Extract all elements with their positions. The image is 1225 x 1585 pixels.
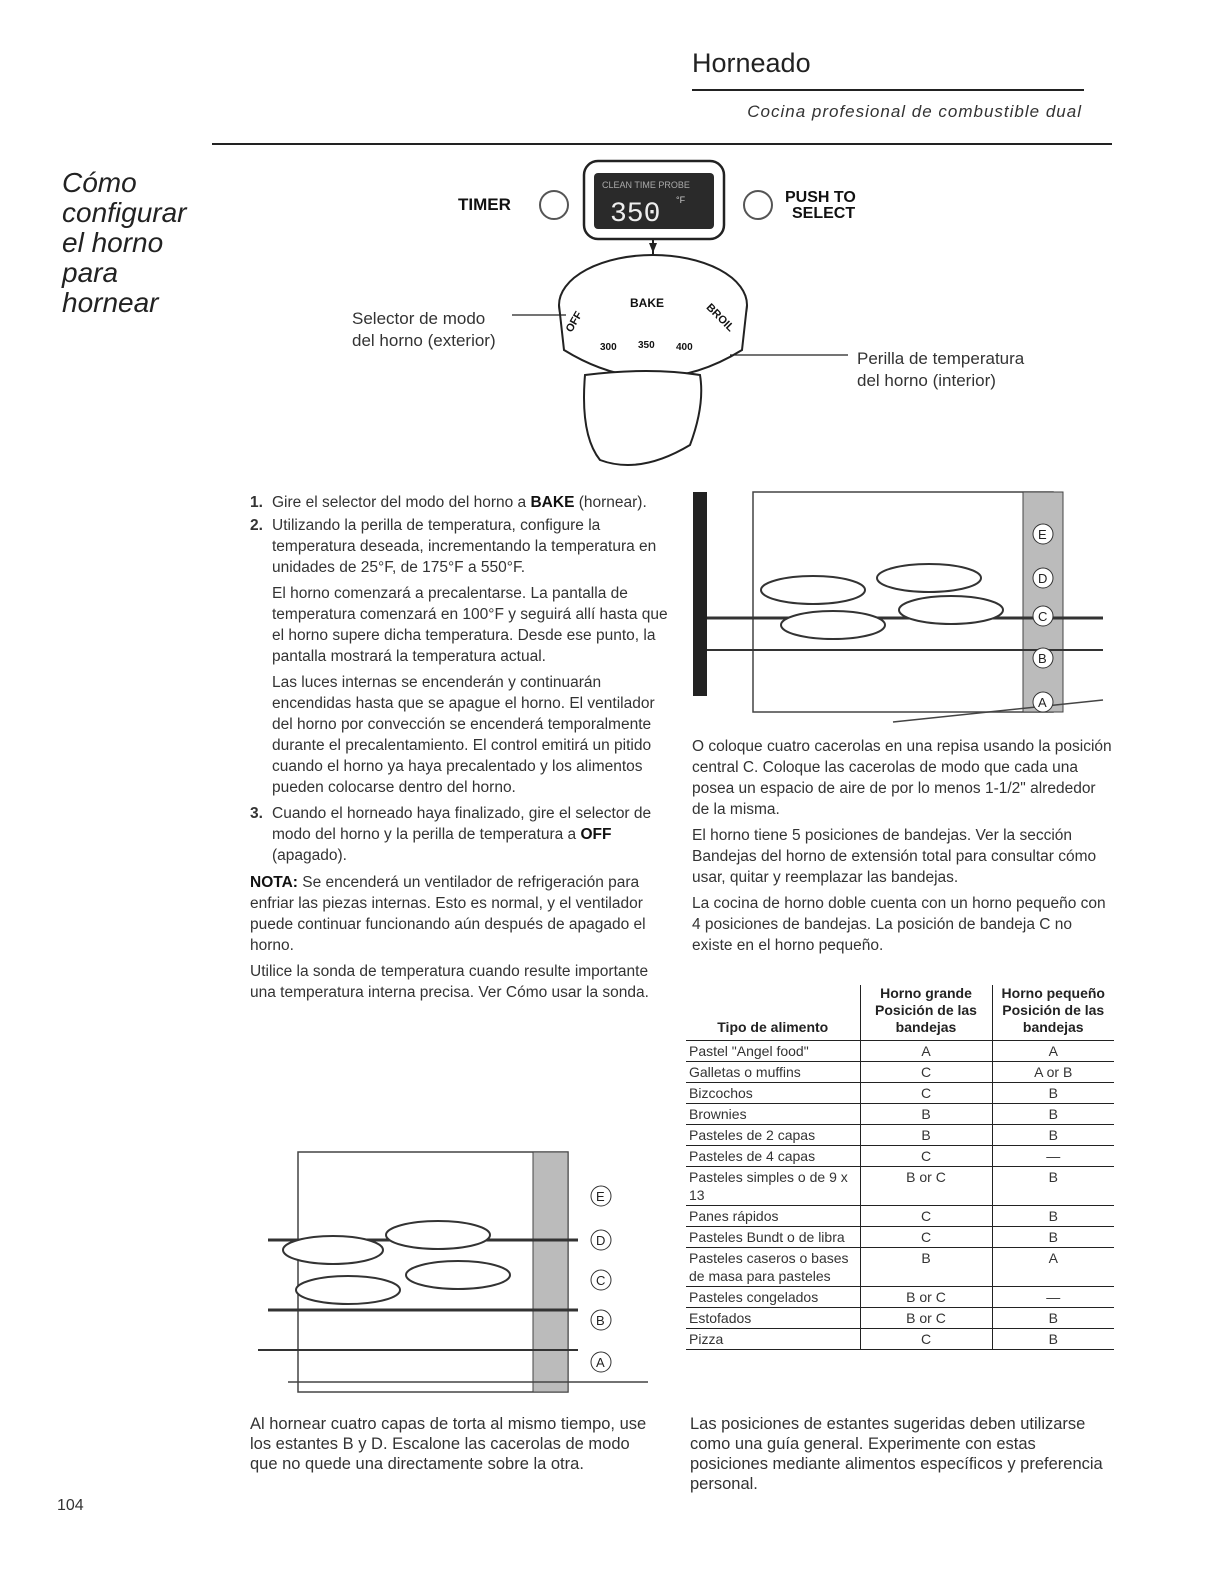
side-heading-line: configurar xyxy=(62,197,187,228)
bottom-left-caption: Al hornear cuatro capas de torta al mismo tiempo, use los estantes B y D. Escalone las cacerolas de modo que no quede una directamente sobre la otra. xyxy=(250,1415,647,1473)
header-rule xyxy=(692,89,1084,91)
selector-label-line: del horno (exterior) xyxy=(352,331,496,350)
food-cell: Pizza xyxy=(686,1329,860,1350)
small-oven-cell: B xyxy=(992,1167,1114,1206)
select-button-icon xyxy=(744,191,772,219)
page-number: 104 xyxy=(57,1497,84,1514)
food-cell: Pasteles Bundt o de libra xyxy=(686,1227,860,1248)
step-paragraph: Las luces internas se encenderán y continuarán encendidas hasta que se apague el horno. El ventilador del horno por convección se encenderá temporalmente durante el precalentamiento. El control emitirá un pitido cuando el horno ya haya precalentado y los alimentos pueden colocarse dentro del horno. xyxy=(272,674,655,796)
large-oven-cell: B xyxy=(860,1104,992,1125)
food-cell: Pasteles de 4 capas xyxy=(686,1146,860,1167)
table-row xyxy=(686,1329,1114,1350)
rack-paragraph: La cocina de horno doble cuenta con un horno pequeño con 4 posiciones de bandejas. La posición de bandeja C no existe en el horno pequeño. xyxy=(692,895,1106,954)
temperature-knob-grip xyxy=(584,371,701,465)
instructions-column xyxy=(250,492,668,1008)
col-header-small-oven: Horno pequeño Posición de las bandejas xyxy=(1001,985,1105,1035)
knob-temp-400: 400 xyxy=(676,342,693,353)
small-oven-cell: A xyxy=(992,1248,1114,1287)
step-3 xyxy=(250,803,668,866)
step-2 xyxy=(250,515,668,798)
large-oven-cell: A xyxy=(860,1041,992,1062)
table-row xyxy=(686,1125,1114,1146)
bottom-right-caption: Las posiciones de estantes sugeridas deben utilizarse como una guía general. Experimente con estas posiciones mediante alimentos específicos y preferencia personal. xyxy=(690,1415,1103,1493)
food-cell: Brownies xyxy=(686,1104,860,1125)
food-cell: Pastel "Angel food" xyxy=(686,1041,860,1062)
step-text: Gire el selector del modo del horno a xyxy=(272,494,531,511)
step-text: Cuando el horneado haya finalizado, gire el selector de modo del horno y la perilla de temperatura a xyxy=(272,805,652,843)
rack-letter: A xyxy=(1038,695,1047,710)
food-cell: Pasteles de 2 capas xyxy=(686,1125,860,1146)
table-row xyxy=(686,1083,1114,1104)
rack-letter: C xyxy=(1038,609,1048,624)
large-oven-cell: C xyxy=(860,1329,992,1350)
rack-letter: B xyxy=(596,1313,605,1328)
step-number: 2. xyxy=(250,517,263,534)
table-row xyxy=(686,1248,1114,1287)
rack-letter: D xyxy=(596,1233,606,1248)
main-rule xyxy=(212,143,1112,145)
oven-racks-illustration-c xyxy=(693,490,1111,728)
col-header-food: Tipo de alimento xyxy=(686,985,860,1041)
table-row xyxy=(686,1287,1114,1308)
large-oven-cell: C xyxy=(860,1083,992,1104)
step-1 xyxy=(250,492,668,513)
knob-label-off: OFF xyxy=(563,309,586,335)
temp-knob-label-line: Perilla de temperatura xyxy=(857,349,1025,368)
rack-info-column xyxy=(692,736,1112,961)
temp-knob-label xyxy=(857,348,1024,392)
large-oven-cell: C xyxy=(860,1062,992,1083)
display-unit: °F xyxy=(676,195,686,205)
knob-label-bake: BAKE xyxy=(630,296,665,310)
small-oven-cell: — xyxy=(992,1287,1114,1308)
timer-button-icon xyxy=(540,191,568,219)
step-text: (apagado). xyxy=(272,847,347,864)
small-oven-cell: B xyxy=(992,1125,1114,1146)
side-heading-line: hornear xyxy=(62,287,159,318)
small-oven-cell: B xyxy=(992,1206,1114,1227)
rack-position-table xyxy=(686,985,1114,1350)
small-oven-cell: B xyxy=(992,1308,1114,1329)
oven-racks-illustration-bd xyxy=(248,1150,668,1408)
step-number: 3. xyxy=(250,805,263,822)
small-oven-cell: B xyxy=(992,1083,1114,1104)
small-oven-cell: B xyxy=(992,1329,1114,1350)
large-oven-cell: B xyxy=(860,1125,992,1146)
side-heading-line: el horno xyxy=(62,227,164,258)
rack-paragraph: El horno tiene 5 posiciones de bandejas. Ver la sección Bandejas del horno de extensión total para consultar cómo usar, quitar y reemplazar las bandejas. xyxy=(692,827,1097,886)
section-subtitle: Cocina profesional de combustible dual xyxy=(747,102,1082,121)
probe-paragraph: Utilice la sonda de temperatura cuando resulte importante una temperatura interna precisa. Ver Cómo usar la sonda. xyxy=(250,963,649,1001)
note-paragraph xyxy=(250,872,668,956)
small-oven-cell: B xyxy=(992,1104,1114,1125)
select-label: SELECT xyxy=(792,205,856,222)
table-row xyxy=(686,1206,1114,1227)
temp-knob-label-line: del horno (interior) xyxy=(857,371,996,390)
rack-letter: E xyxy=(1038,527,1047,542)
rack-letter: E xyxy=(596,1189,605,1204)
note-label: NOTA: xyxy=(250,874,298,891)
food-cell: Pasteles simples o de 9 x 13 xyxy=(686,1167,860,1206)
small-oven-cell: B xyxy=(992,1227,1114,1248)
large-oven-cell: B xyxy=(860,1248,992,1287)
large-oven-cell: C xyxy=(860,1146,992,1167)
note-text: Se encenderá un ventilador de refrigeración para enfriar las piezas internas. Esto es normal, y el ventilador puede continuar funcionando aún después de apagado el horno. xyxy=(250,874,646,954)
table-row xyxy=(686,1308,1114,1329)
rack-letter: C xyxy=(596,1273,606,1288)
step-text: (hornear). xyxy=(574,494,647,511)
rack-letter: D xyxy=(1038,571,1048,586)
small-oven-cell: A or B xyxy=(992,1062,1114,1083)
rack-letter: A xyxy=(596,1355,605,1370)
table-row xyxy=(686,1227,1114,1248)
small-oven-cell: A xyxy=(992,1041,1114,1062)
food-cell: Pasteles congelados xyxy=(686,1287,860,1308)
table-row xyxy=(686,1167,1114,1206)
table-row xyxy=(686,1146,1114,1167)
large-oven-cell: C xyxy=(860,1206,992,1227)
push-label: PUSH TO xyxy=(785,189,856,206)
large-oven-cell: B or C xyxy=(860,1167,992,1206)
food-cell: Bizcochos xyxy=(686,1083,860,1104)
table-row xyxy=(686,1041,1114,1062)
food-cell: Panes rápidos xyxy=(686,1206,860,1227)
side-heading xyxy=(62,168,212,318)
rack-paragraph: O coloque cuatro cacerolas en una repisa usando la posición central C. Coloque las cacerolas de modo que cada una posea un espacio de aire de por lo menos 1-1/2" alrededor de la misma. xyxy=(692,738,1112,818)
large-oven-cell: B or C xyxy=(860,1287,992,1308)
selector-label-line: Selector de modo xyxy=(352,309,486,328)
knob-temp-350: 350 xyxy=(638,340,655,351)
small-oven-cell: — xyxy=(992,1146,1114,1167)
step-keyword: OFF xyxy=(580,826,612,843)
table-row xyxy=(686,1062,1114,1083)
col-header-large-oven: Horno grande Posición de las bandejas xyxy=(860,985,992,1041)
food-cell: Estofados xyxy=(686,1308,860,1329)
side-heading-line: Cómo xyxy=(62,167,137,198)
rack-letter: B xyxy=(1038,651,1047,666)
step-keyword: BAKE xyxy=(530,494,575,511)
large-oven-cell: B or C xyxy=(860,1308,992,1329)
large-oven-cell: C xyxy=(860,1227,992,1248)
display-header: CLEAN TIME PROBE xyxy=(602,180,690,190)
side-heading-line: para xyxy=(62,257,119,288)
knob-temp-300: 300 xyxy=(600,342,617,353)
food-cell: Galletas o muffins xyxy=(686,1062,860,1083)
table-row xyxy=(686,1104,1114,1125)
step-paragraph: El horno comenzará a precalentarse. La pantalla de temperatura comenzará en 100°F y seguirá allí hasta que el horno supere dicha temperatura. Desde ese punto, la pantalla mostrará la temperatura actual. xyxy=(272,585,668,665)
food-cell: Pasteles caseros o bases de masa para pasteles xyxy=(686,1248,860,1287)
timer-label: TIMER xyxy=(458,195,511,214)
knob-label-broil: BROIL xyxy=(703,301,737,335)
display-value: 350 xyxy=(610,199,661,230)
section-title: Horneado xyxy=(692,48,811,78)
step-number: 1. xyxy=(250,494,263,511)
selector-label xyxy=(352,308,496,352)
step-text: Utilizando la perilla de temperatura, configure la temperatura deseada, incrementando la temperatura en unidades de 25°F, de 175°F a 550°F. xyxy=(272,517,657,576)
